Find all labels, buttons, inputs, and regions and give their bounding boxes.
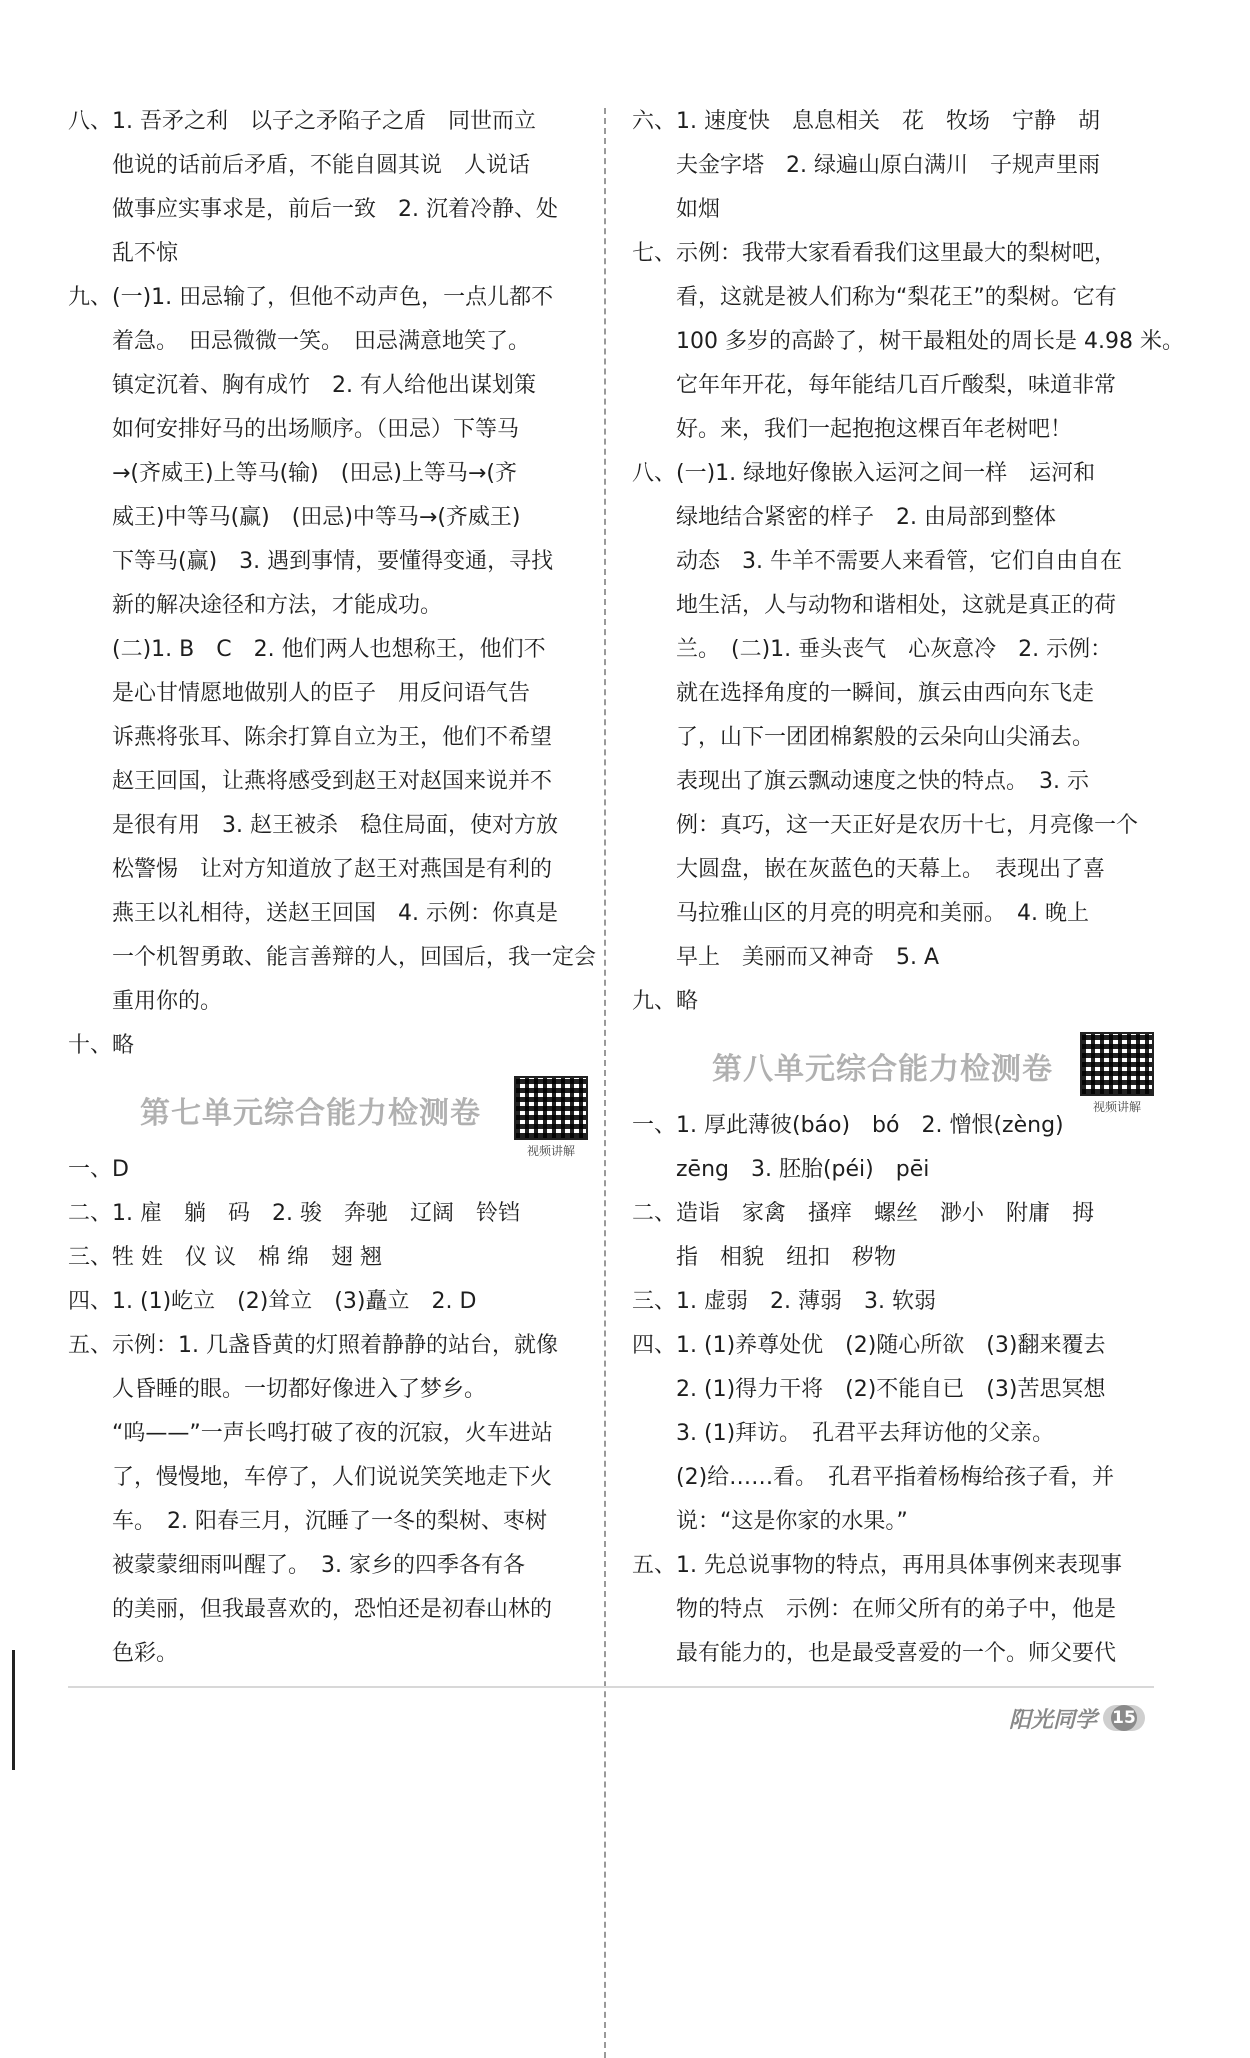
answer-line: 说：“这是你家的水果。” [676, 1509, 908, 1534]
answer-line: 二、1. 雇 躺 码 2. 骏 奔驰 辽阔 铃铛 [68, 1201, 520, 1226]
answer-line: 指 相貌 纽扣 秽物 [676, 1245, 897, 1270]
answer-line: 好。来，我们一起抱抱这棵百年老树吧！ [676, 417, 1073, 442]
answer-line: 诉燕将张耳、陈余打算自立为王，他们不希望 [112, 725, 553, 750]
answer-line: (2)给……看。 孔君平指着杨梅给孩子看，并 [676, 1465, 1115, 1490]
answer-line: 2. (1)得力干将 (2)不能自已 (3)苦思冥想 [676, 1377, 1106, 1402]
answer-line: 人昏睡的眼。一切都好像进入了梦乡。 [112, 1377, 487, 1402]
answer-line: 被蒙蒙细雨叫醒了。 3. 家乡的四季各有各 [112, 1553, 525, 1578]
answer-line: “呜——”一声长鸣打破了夜的沉寂，火车进站 [112, 1421, 553, 1446]
answer-line: 大圆盘，嵌在灰蓝色的天幕上。 表现出了喜 [676, 857, 1106, 882]
answer-line: 新的解决途径和方法，才能成功。 [112, 593, 443, 618]
column-divider [604, 108, 606, 2058]
answer-line: →(齐威王)上等马(输) (田忌)上等马→(齐 [112, 461, 517, 486]
answer-line: 车。 2. 阳春三月，沉睡了一冬的梨树、枣树 [112, 1509, 547, 1534]
answer-line: 五、示例：1. 几盏昏黄的灯照着静静的站台，就像 [68, 1333, 558, 1358]
answer-line: 九、(一)1. 田忌输了，但他不动声色，一点儿都不 [68, 285, 554, 310]
answer-line: 是心甘情愿地做别人的臣子 用反问语气告 [112, 681, 531, 706]
page-badge [1103, 1705, 1145, 1731]
answer-line: 如烟 [676, 197, 721, 222]
qr-code-icon[interactable] [1080, 1032, 1154, 1096]
answer-line: 八、(一)1. 绿地好像嵌入运河之间一样 运河和 [632, 461, 1096, 486]
answer-line: 100 多岁的高龄了，树干最粗处的周长是 4.98 米。 [676, 329, 1184, 354]
answer-line: 绿地结合紧密的样子 2. 由局部到整体 [676, 505, 1056, 530]
answer-line: 着急。 田忌微微一笑。 田忌满意地笑了。 [112, 329, 531, 354]
answer-line: 兰。 (二)1. 垂头丧气 心灰意冷 2. 示例： [676, 637, 1113, 662]
answer-line: 乱不惊 [112, 241, 179, 266]
answer-line: 镇定沉着、胸有成竹 2. 有人给他出谋划策 [112, 373, 536, 398]
answer-line: 一、D [68, 1157, 129, 1182]
answer-line: 十、略 [68, 1033, 135, 1058]
answer-line: 表现出了旗云飘动速度之快的特点。 3. 示 [676, 769, 1089, 794]
answer-line: 了，慢慢地，车停了，人们说说笑笑地走下火 [112, 1465, 553, 1490]
answer-line: 三、牲 姓 仪 议 棉 绵 翅 翘 [68, 1245, 382, 1270]
answer-line: 六、1. 速度快 息息相关 花 牧场 宁静 胡 [632, 109, 1100, 134]
answer-line: 如何安排好马的出场顺序。（田忌）下等马 [112, 417, 520, 442]
answer-line: 例：真巧，这一天正好是农历十七，月亮像一个 [676, 813, 1139, 838]
answer-line: 就在选择角度的一瞬间，旗云由西向东飞走 [676, 681, 1095, 706]
answer-line: 八、1. 吾矛之利 以子之矛陷子之盾 同世而立 [68, 109, 536, 134]
answer-line: 早上 美丽而又神奇 5. A [676, 945, 940, 970]
answer-line: 的美丽，但我最喜欢的，恐怕还是初春山林的 [112, 1597, 553, 1622]
answer-line: 色彩。 [112, 1641, 179, 1666]
qr-label: 视频讲解 [1092, 1100, 1141, 1114]
answer-line: 是很有用 3. 赵王被杀 稳住局面，使对方放 [112, 813, 558, 838]
answer-line: (二)1. B C 2. 他们两人也想称王，他们不 [112, 637, 546, 662]
section-heading [632, 1032, 1154, 1114]
answer-line: 了，山下一团团棉絮般的云朵向山尖涌去。 [676, 725, 1095, 750]
answer-line: 最有能力的，也是最受喜爱的一个。师父要代 [676, 1641, 1117, 1666]
section-title: 第八单元综合能力检测卷 [712, 1052, 1053, 1087]
answer-line: 二、造诣 家禽 搔痒 螺丝 渺小 附庸 拇 [632, 1201, 1095, 1226]
footer [1009, 1700, 1145, 1736]
margin-bar [12, 1650, 15, 1770]
answer-line: zēng 3. 胚胎(péi) pēi [676, 1157, 930, 1182]
qr-code-icon[interactable] [514, 1076, 588, 1140]
answer-line: 九、略 [632, 989, 699, 1014]
answer-line: 夫金字塔 2. 绿遍山原白满川 子规声里雨 [676, 153, 1100, 178]
answer-line: 威王)中等马(赢) (田忌)中等马→(齐威王) [112, 505, 521, 530]
brand-logo: 阳光同学 [1008, 1707, 1097, 1733]
answer-line: 松警惕 让对方知道放了赵王对燕国是有利的 [112, 857, 553, 882]
answer-line: 做事应实事求是，前后一致 2. 沉着冷静、处 [112, 197, 558, 222]
answer-line: 五、1. 先总说事物的特点，再用具体事例来表现事 [632, 1553, 1122, 1578]
answer-line: 四、1. (1)养尊处优 (2)随心所欲 (3)翻来覆去 [632, 1333, 1106, 1358]
page-number: 15 [1111, 1705, 1137, 1731]
answer-line: 七、示例：我带大家看看我们这里最大的梨树吧， [632, 241, 1117, 266]
answer-line: 下等马(赢) 3. 遇到事情，要懂得变通，寻找 [112, 549, 554, 574]
answer-line: 四、1. (1)屹立 (2)耸立 (3)矗立 2. D [68, 1289, 477, 1314]
answer-line: 它年年开花，每年能结几百斤酸梨，味道非常 [676, 373, 1117, 398]
answer-line: 三、1. 虚弱 2. 薄弱 3. 软弱 [632, 1289, 936, 1314]
answer-line: 物的特点 示例：在师父所有的弟子中，他是 [676, 1597, 1117, 1622]
answer-line: 马拉雅山区的月亮的明亮和美丽。 4. 晚上 [676, 901, 1089, 926]
answer-line: 一、1. 厚此薄彼(báo) bó 2. 憎恨(zèng) [632, 1113, 1064, 1138]
section-heading [68, 1076, 588, 1158]
answer-line: 赵王回国，让燕将感受到赵王对赵国来说并不 [112, 769, 553, 794]
left-column [68, 100, 597, 1676]
qr-label: 视频讲解 [526, 1144, 575, 1158]
footer-rule [68, 1686, 1154, 1688]
answer-line: 3. (1)拜访。 孔君平去拜访他的父亲。 [676, 1421, 1055, 1446]
answer-line: 动态 3. 牛羊不需要人来看管，它们自由自在 [676, 549, 1122, 574]
answer-line: 一个机智勇敢、能言善辩的人，回国后，我一定会 [112, 945, 597, 970]
answer-line: 看，这就是被人们称为“梨花王”的梨树。它有 [676, 285, 1117, 310]
answer-line: 燕王以礼相待，送赵王回国 4. 示例：你真是 [112, 901, 558, 926]
section-title: 第七单元综合能力检测卷 [140, 1096, 481, 1131]
right-column [632, 100, 1184, 1676]
answer-line: 地生活，人与动物和谐相处，这就是真正的荷 [676, 593, 1117, 618]
answer-line: 他说的话前后矛盾，不能自圆其说 人说话 [112, 153, 531, 178]
answer-line: 重用你的。 [112, 989, 223, 1014]
